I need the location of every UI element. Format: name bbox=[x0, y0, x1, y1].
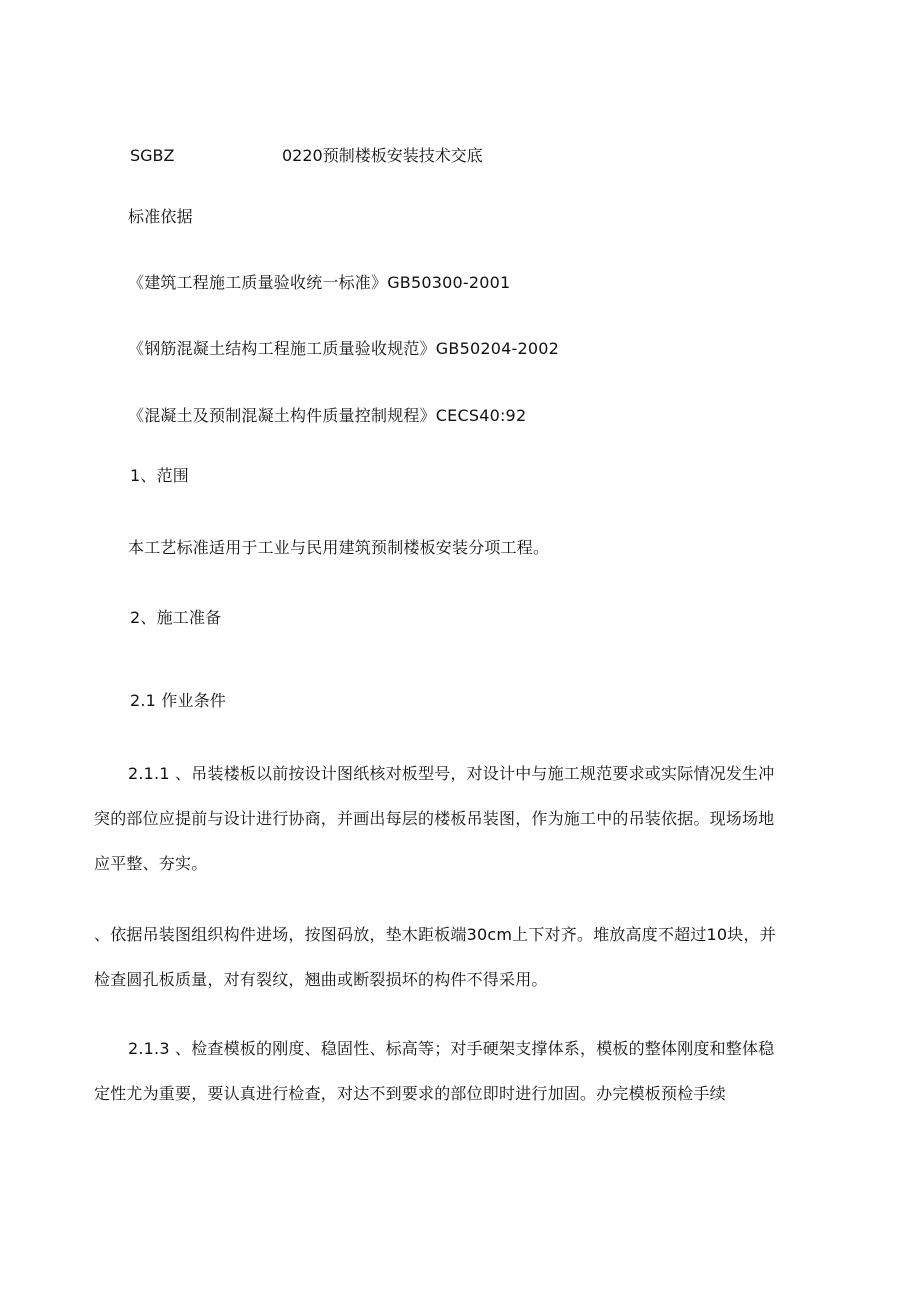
para-212-line-1: 、依据吊装图组织构件进场，按图码放，垫木距板端30cm上下对齐。堆放高度不超过10块，并 bbox=[94, 925, 776, 944]
basis-item-2: 《钢筋混凝土结构工程施工质量验收规范》GB50204-2002 bbox=[128, 339, 559, 358]
para-211-line-2: 突的部位应提前与设计进行协商，并画出每层的楼板吊装图，作为施工中的吊装依据。现场场地 bbox=[94, 809, 775, 828]
para-213-line-1: 2.1.3 、检查模板的刚度、稳固性、标高等；对手硬架支撑体系，模板的整体刚度和整体稳 bbox=[128, 1039, 775, 1058]
doc-title: 0220预制楼板安装技术交底 bbox=[282, 146, 483, 165]
scope-text: 本工艺标准适用于工业与民用建筑预制楼板安装分项工程。 bbox=[128, 538, 550, 557]
para-212-line-2: 检查圆孔板质量，对有裂纹，翘曲或断裂损坏的构件不得采用。 bbox=[94, 970, 548, 989]
para-211-line-1: 2.1.1 、吊装楼板以前按设计图纸核对板型号，对设计中与施工规范要求或实际情况发生冲 bbox=[128, 764, 775, 783]
para-211-line-3: 应平整、夯实。 bbox=[94, 854, 208, 873]
doc-code: SGBZ bbox=[130, 146, 175, 165]
basis-item-3: 《混凝土及预制混凝土构件质量控制规程》CECS40:92 bbox=[128, 406, 527, 425]
para-213-line-2: 定性尤为重要，要认真进行检查，对达不到要求的部位即时进行加固。办完模板预检手续 bbox=[94, 1084, 726, 1103]
basis-item-1: 《建筑工程施工质量验收统一标准》GB50300-2001 bbox=[128, 273, 511, 292]
prep-heading: 2、施工准备 bbox=[130, 608, 222, 627]
basis-heading: 标准依据 bbox=[128, 207, 193, 226]
conditions-heading: 2.1 作业条件 bbox=[130, 691, 227, 710]
scope-heading: 1、范围 bbox=[130, 466, 189, 485]
